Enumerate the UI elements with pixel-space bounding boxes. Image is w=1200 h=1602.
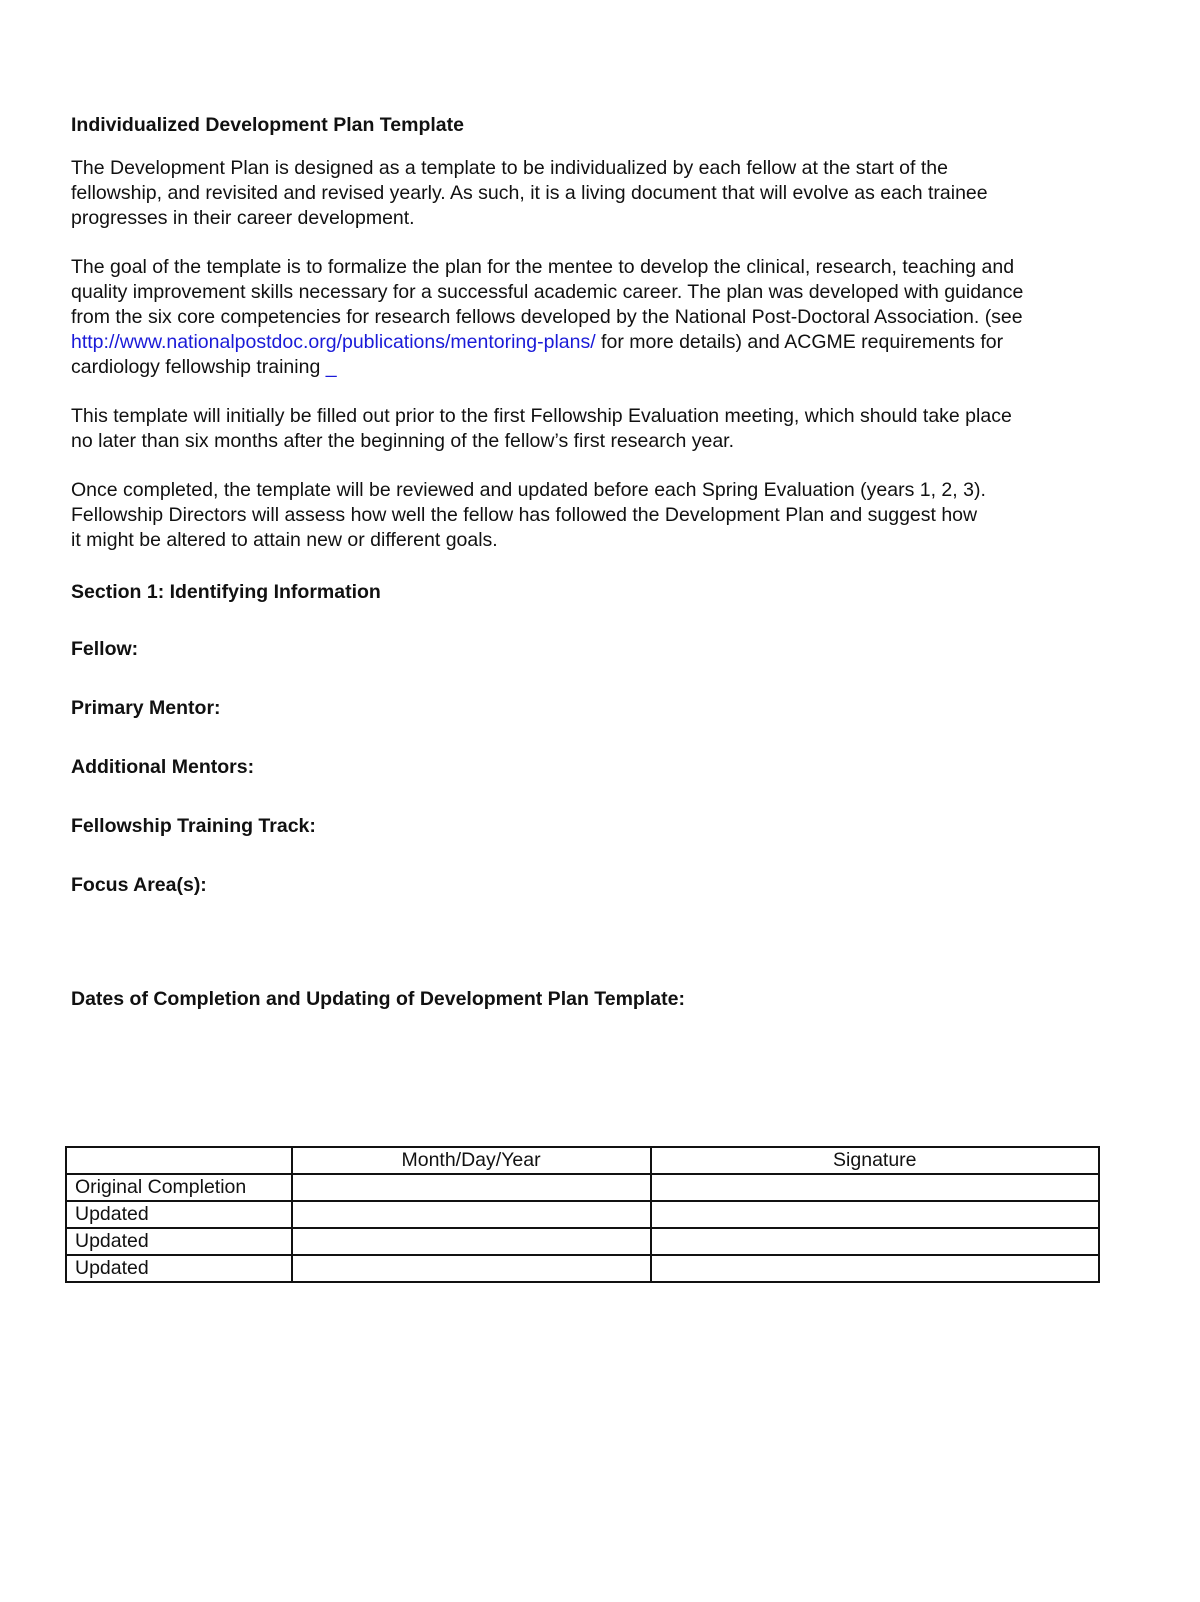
primary-mentor-label: Primary Mentor:	[71, 697, 221, 719]
paragraph-text: for more details) and ACGME requirements for	[595, 331, 1004, 353]
template-paragraph	[71, 404, 1151, 454]
paragraph-text: cardiology fellowship training	[71, 356, 326, 378]
date-cell[interactable]	[292, 1255, 651, 1282]
underscore-link[interactable]: _	[325, 356, 337, 378]
paragraph-line: progresses in their career development.	[71, 207, 415, 229]
row-label: Updated	[66, 1201, 292, 1228]
paragraph-line: The Development Plan is designed as a template to be individualized by each fellow at the start of the	[71, 157, 948, 179]
date-cell[interactable]	[292, 1228, 651, 1255]
table-header-row	[66, 1147, 1099, 1174]
table-row	[66, 1174, 1099, 1201]
paragraph-line: Once completed, the template will be reviewed and updated before each Spring Evaluation (years 1, 2, 3).	[71, 479, 986, 501]
table-header-cell: Month/Day/Year	[292, 1147, 651, 1174]
intro-paragraph	[71, 156, 1151, 231]
paragraph-line	[71, 355, 1151, 380]
document-page	[71, 112, 1151, 1012]
table-row	[66, 1255, 1099, 1282]
signature-cell[interactable]	[651, 1174, 1099, 1201]
paragraph-line: it might be altered to attain new or different goals.	[71, 529, 498, 551]
additional-mentors-label: Additional Mentors:	[71, 756, 255, 778]
fellow-label: Fellow:	[71, 638, 139, 660]
paragraph-line: quality improvement skills necessary for a successful academic career. The plan was developed with guidance	[71, 281, 1024, 303]
dates-table	[65, 1146, 1100, 1283]
table-header-cell	[66, 1147, 292, 1174]
date-cell[interactable]	[292, 1201, 651, 1228]
document-title: Individualized Development Plan Template	[71, 114, 464, 136]
paragraph-line: The goal of the template is to formalize the plan for the mentee to develop the clinical, research, teaching and	[71, 256, 1015, 278]
focus-areas-label: Focus Area(s):	[71, 874, 207, 896]
completion-paragraph	[71, 478, 1151, 553]
training-track-label: Fellowship Training Track:	[71, 815, 316, 837]
signature-cell[interactable]	[651, 1255, 1099, 1282]
paragraph-line-with-link	[71, 330, 1151, 355]
section-title: Section 1: Identifying Information	[71, 581, 381, 603]
nationalpostdoc-link[interactable]: http://www.nationalpostdoc.org/publications/mentoring-plans/	[71, 331, 596, 353]
signature-cell[interactable]	[651, 1201, 1099, 1228]
paragraph-line: fellowship, and revisited and revised yearly. As such, it is a living document that will evolve as each trainee	[71, 182, 988, 204]
paragraph-line: Fellowship Directors will assess how well the fellow has followed the Development Plan and suggest how	[71, 504, 978, 526]
goal-paragraph	[71, 255, 1151, 380]
paragraph-line: no later than six months after the beginning of the fellow’s first research year.	[71, 430, 734, 452]
row-label: Updated	[66, 1255, 292, 1282]
row-label: Updated	[66, 1228, 292, 1255]
table-row	[66, 1228, 1099, 1255]
table-header-cell: Signature	[651, 1147, 1099, 1174]
paragraph-line: from the six core competencies for research fellows developed by the National Post-Doctoral Association. (see	[71, 306, 1023, 328]
dates-title: Dates of Completion and Updating of Development Plan Template:	[71, 988, 685, 1010]
date-cell[interactable]	[292, 1174, 651, 1201]
row-label: Original Completion	[66, 1174, 292, 1201]
paragraph-line: This template will initially be filled out prior to the first Fellowship Evaluation meeting, which should take place	[71, 405, 1012, 427]
table-row	[66, 1201, 1099, 1228]
signature-cell[interactable]	[651, 1228, 1099, 1255]
